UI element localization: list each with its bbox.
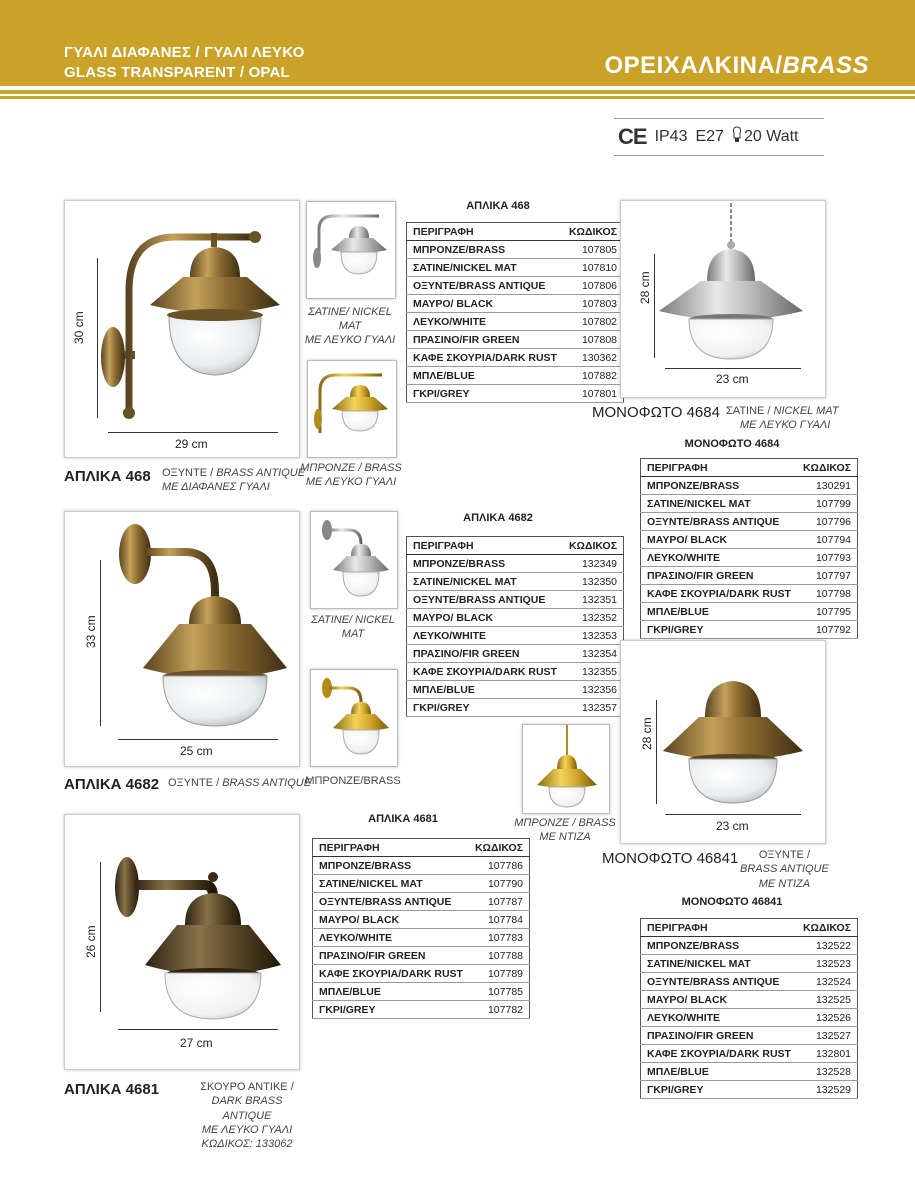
table-row: [407, 331, 624, 349]
table-row: [313, 893, 530, 911]
dim-line-468-h: [97, 258, 98, 418]
table-row: [407, 627, 624, 645]
row-description: ΓΚΡΙ/GREY: [407, 385, 563, 403]
table-title-4682: ΑΠΛΙΚΑ 4682: [463, 512, 533, 524]
spec-table-4681: [312, 838, 530, 1019]
spec-table-468: [406, 222, 624, 403]
table-header-row: [407, 223, 624, 241]
row-code: 132525: [797, 991, 858, 1009]
table-row: [407, 277, 624, 295]
product-name-4682: ΑΠΛΙΚΑ 4682: [64, 776, 160, 793]
table-row: [641, 1009, 858, 1027]
table-row: [641, 937, 858, 955]
product-caption-4682: ΟΞΥΝΤΕ / BRASS ANTIQUE: [168, 777, 312, 789]
dim-4681-width: 27 cm: [180, 1036, 213, 1050]
row-code: 107796: [797, 513, 858, 531]
row-code: 132801: [797, 1045, 858, 1063]
table-row: [407, 609, 624, 627]
row-description: ΜΠΛΕ/BLUE: [641, 603, 797, 621]
table-row: [407, 349, 624, 367]
column-header-description: ΠΕΡΙΓΡΑΦΗ: [407, 223, 563, 241]
dim-line-4681-h: [100, 862, 101, 1012]
row-description: ΠΡΑΣΙΝΟ/FIR GREEN: [407, 645, 563, 663]
row-description: ΓΚΡΙ/GREY: [407, 699, 563, 717]
row-code: 107785: [469, 983, 530, 1001]
thumb-4682-nickel-caption: ΣΑΤΙΝΕ/ NICKEL MAT: [311, 614, 395, 640]
table-row: [313, 875, 530, 893]
row-description: ΚΑΦΕ ΣΚΟΥΡΙΑ/DARK RUST: [641, 1045, 797, 1063]
row-code: 107794: [797, 531, 858, 549]
lamp-46841-brass-image: [523, 725, 609, 813]
header-stripe: [0, 96, 915, 99]
row-description: ΚΑΦΕ ΣΚΟΥΡΙΑ/DARK RUST: [313, 965, 469, 983]
header-glass-greek: ΓΥΑΛΙ ΔΙΑΦΑΝΕΣ / ΓΥΑΛΙ ΛΕΥΚΟ: [64, 44, 305, 61]
row-description: ΜΠΡΟΝΖΕ/BRASS: [641, 477, 797, 495]
row-description: ΛΕΥΚΟ/WHITE: [407, 313, 563, 331]
table-row: [641, 567, 858, 585]
bulb-icon: [732, 126, 742, 149]
row-code: 107788: [469, 947, 530, 965]
row-code: 130291: [797, 477, 858, 495]
row-description: ΟΞΥΝΤΕ/BRASS ANTIQUE: [641, 973, 797, 991]
product-name-4684: ΜΟΝΟΦΩΤΟ 4684: [592, 404, 720, 421]
product-image-468: [64, 200, 300, 458]
row-code: 130362: [563, 349, 624, 367]
table-row: [313, 1001, 530, 1019]
row-description: ΜΠΡΟΝΖΕ/BRASS: [313, 857, 469, 875]
row-description: ΟΞΥΝΤΕ/BRASS ANTIQUE: [407, 591, 563, 609]
table-row: [641, 549, 858, 567]
dim-line-4682-w: [118, 739, 278, 740]
row-description: ΚΑΦΕ ΣΚΟΥΡΙΑ/DARK RUST: [641, 585, 797, 603]
dim-4682-width: 25 cm: [180, 744, 213, 758]
row-code: 132351: [563, 591, 624, 609]
row-description: ΠΡΑΣΙΝΟ/FIR GREEN: [641, 567, 797, 585]
row-code: 107790: [469, 875, 530, 893]
row-code: 107783: [469, 929, 530, 947]
table-row: [641, 973, 858, 991]
dim-line-46841-w: [665, 814, 801, 815]
row-code: 107799: [797, 495, 858, 513]
header-glass-english: GLASS TRANSPARENT / OPAL: [64, 64, 290, 81]
column-header-code: ΚΩΔΙΚΟΣ: [797, 459, 858, 477]
column-header-description: ΠΕΡΙΓΡΑΦΗ: [313, 839, 469, 857]
row-description: ΛΕΥΚΟ/WHITE: [313, 929, 469, 947]
row-code: 132356: [563, 681, 624, 699]
row-description: ΚΑΦΕ ΣΚΟΥΡΙΑ/DARK RUST: [407, 663, 563, 681]
row-description: ΚΑΦΕ ΣΚΟΥΡΙΑ/DARK RUST: [407, 349, 563, 367]
table-row: [407, 573, 624, 591]
product-name-468: ΑΠΛΙΚΑ 468: [64, 468, 151, 485]
row-description: ΜΠΡΟΝΖΕ/BRASS: [641, 937, 797, 955]
row-code: 132528: [797, 1063, 858, 1081]
lamp-4682-nickel-image: [311, 512, 397, 608]
product-caption-4684: ΣΑΤΙΝΕ / NICKEL MAT ΜΕ ΛΕΥΚΟ ΓΥΑΛΙ: [726, 405, 839, 432]
header-stripe: [0, 90, 915, 94]
row-description: ΜΑΥΡΟ/ BLACK: [407, 609, 563, 627]
table-row: [313, 911, 530, 929]
row-code: 107801: [563, 385, 624, 403]
table-row: [407, 385, 624, 403]
table-row: [407, 367, 624, 385]
table-row: [407, 241, 624, 259]
row-code: 107782: [469, 1001, 530, 1019]
table-row: [407, 681, 624, 699]
row-description: ΜΠΛΕ/BLUE: [641, 1063, 797, 1081]
row-description: ΜΑΥΡΟ/ BLACK: [641, 531, 797, 549]
row-description: ΠΡΑΣΙΝΟ/FIR GREEN: [407, 331, 563, 349]
table-row: [641, 531, 858, 549]
thumb-468-nickel: [306, 201, 396, 299]
product-caption-468: ΟΞΥΝΤΕ / BRASS ANTIQUE ΜΕ ΔΙΑΦΑΝΕΣ ΓΥΑΛΙ: [162, 467, 306, 494]
table-row: [313, 965, 530, 983]
lamp-4682-brass-image: [311, 670, 397, 766]
table-row: [641, 477, 858, 495]
row-code: 107803: [563, 295, 624, 313]
row-description: ΣΑΤΙΝΕ/NICKEL MAT: [313, 875, 469, 893]
row-description: ΛΕΥΚΟ/WHITE: [641, 549, 797, 567]
row-code: 132357: [563, 699, 624, 717]
row-code: 107784: [469, 911, 530, 929]
table-row: [407, 645, 624, 663]
row-code: 132353: [563, 627, 624, 645]
dim-line-468-w: [108, 432, 278, 433]
table-row: [407, 663, 624, 681]
row-code: 132350: [563, 573, 624, 591]
row-description: ΛΕΥΚΟ/WHITE: [407, 627, 563, 645]
row-code: 107810: [563, 259, 624, 277]
row-description: ΣΑΤΙΝΕ/NICKEL MAT: [407, 259, 563, 277]
table-row: [641, 621, 858, 639]
row-description: ΜΠΛΕ/BLUE: [407, 681, 563, 699]
row-description: ΓΚΡΙ/GREY: [641, 621, 797, 639]
table-row: [641, 991, 858, 1009]
table-row: [641, 955, 858, 973]
thumb-4682-nickel: [310, 511, 398, 609]
row-code: 132522: [797, 937, 858, 955]
table-row: [407, 313, 624, 331]
lamp-468-image: [65, 201, 299, 457]
product-caption-4681: ΣΚΟΥΡΟ ΑΝΤΙΚΕ / DARK BRASS ANTIQUE ΜΕ ΛΕΥΚΟ ΓΥΑΛΙ ΚΩΔΙΚΟΣ: 133062: [200, 1081, 294, 1151]
thumb-46841-caption: ΜΠΡΟΝΖΕ / BRASS ΜΕ ΝΤΙΖΑ: [514, 817, 616, 843]
table-row: [313, 857, 530, 875]
row-code: 107789: [469, 965, 530, 983]
row-code: 132524: [797, 973, 858, 991]
row-code: 107802: [563, 313, 624, 331]
row-description: ΟΞΥΝΤΕ/BRASS ANTIQUE: [407, 277, 563, 295]
row-code: 132354: [563, 645, 624, 663]
spec-table-46841: [640, 918, 858, 1099]
row-description: ΟΞΥΝΤΕ/BRASS ANTIQUE: [313, 893, 469, 911]
table-row: [641, 603, 858, 621]
column-header-description: ΠΕΡΙΓΡΑΦΗ: [641, 459, 797, 477]
table-row: [641, 1063, 858, 1081]
socket-type: E27: [695, 128, 724, 145]
row-code: 107806: [563, 277, 624, 295]
row-description: ΜΑΥΡΟ/ BLACK: [641, 991, 797, 1009]
row-code: 107786: [469, 857, 530, 875]
row-code: 107805: [563, 241, 624, 259]
row-code: 107797: [797, 567, 858, 585]
table-title-4684: ΜΟΝΟΦΩΤΟ 4684: [684, 438, 780, 450]
dim-4682-height: 33 cm: [84, 615, 98, 648]
row-description: ΜΑΥΡΟ/ BLACK: [313, 911, 469, 929]
row-code: 132349: [563, 555, 624, 573]
table-row: [641, 513, 858, 531]
dim-line-4684-w: [665, 368, 801, 369]
header-title: ΟΡΕΙΧΑΛΚΙΝΑ/BRASS: [604, 52, 869, 79]
row-code: 107795: [797, 603, 858, 621]
row-code: 132529: [797, 1081, 858, 1099]
table-title-468: ΑΠΛΙΚΑ 468: [466, 200, 530, 212]
table-row: [313, 929, 530, 947]
dim-line-46841-h: [656, 700, 657, 804]
spec-table-4682: [406, 536, 624, 717]
table-row: [407, 555, 624, 573]
row-description: ΜΠΡΟΝΖΕ/BRASS: [407, 555, 563, 573]
dim-468-width: 29 cm: [175, 437, 208, 451]
row-description: ΠΡΑΣΙΝΟ/FIR GREEN: [313, 947, 469, 965]
row-code: 107798: [797, 585, 858, 603]
table-header-row: [313, 839, 530, 857]
table-row: [641, 1081, 858, 1099]
column-header-code: ΚΩΔΙΚΟΣ: [797, 919, 858, 937]
column-header-code: ΚΩΔΙΚΟΣ: [563, 537, 624, 555]
row-description: ΣΑΤΙΝΕ/NICKEL MAT: [641, 955, 797, 973]
dim-line-4681-w: [118, 1029, 278, 1030]
table-row: [407, 699, 624, 717]
dim-line-4684-h: [654, 254, 655, 358]
thumb-4682-brass: [310, 669, 398, 767]
column-header-code: ΚΩΔΙΚΟΣ: [469, 839, 530, 857]
row-description: ΟΞΥΝΤΕ/BRASS ANTIQUE: [641, 513, 797, 531]
column-header-description: ΠΕΡΙΓΡΑΦΗ: [407, 537, 563, 555]
table-title-46841: ΜΟΝΟΦΩΤΟ 46841: [681, 896, 783, 908]
thumb-468-brass: [307, 360, 397, 458]
dim-468-height: 30 cm: [72, 311, 86, 344]
ce-mark: CE: [618, 124, 647, 149]
lamp-468-brass-image: [308, 361, 396, 457]
specs-bar: [614, 118, 824, 156]
row-code: 132523: [797, 955, 858, 973]
row-description: ΓΚΡΙ/GREY: [313, 1001, 469, 1019]
table-header-row: [641, 919, 858, 937]
dim-4684-height: 28 cm: [638, 271, 652, 304]
table-header-row: [641, 459, 858, 477]
row-description: ΓΚΡΙ/GREY: [641, 1081, 797, 1099]
dim-46841-height: 28 cm: [640, 717, 654, 750]
thumb-46841-brass: [522, 724, 610, 814]
table-row: [641, 585, 858, 603]
row-code: 132526: [797, 1009, 858, 1027]
thumb-468-brass-caption: ΜΠΡΟΝΖΕ / BRASS ΜΕ ΛΕΥΚΟ ΓΥΑΛΙ: [300, 462, 402, 488]
row-code: 107882: [563, 367, 624, 385]
row-code: 107793: [797, 549, 858, 567]
table-row: [641, 1027, 858, 1045]
product-caption-46841: ΟΞΥΝΤΕ / BRASS ANTIQUE ΜΕ ΝΤΙΖΑ: [740, 849, 829, 890]
row-description: ΜΠΛΕ/BLUE: [313, 983, 469, 1001]
ip-rating: IP43: [654, 128, 688, 145]
thumb-4682-brass-caption: ΜΠΡΟΝΖΕ/BRASS: [305, 775, 401, 787]
table-row: [641, 1045, 858, 1063]
row-code: 107808: [563, 331, 624, 349]
dim-4684-width: 23 cm: [716, 372, 749, 386]
table-row: [407, 591, 624, 609]
row-description: ΣΑΤΙΝΕ/NICKEL MAT: [641, 495, 797, 513]
dim-4681-height: 26 cm: [84, 925, 98, 958]
row-description: ΜΠΡΟΝΖΕ/BRASS: [407, 241, 563, 259]
table-row: [641, 495, 858, 513]
row-description: ΛΕΥΚΟ/WHITE: [641, 1009, 797, 1027]
row-code: 107787: [469, 893, 530, 911]
row-code: 132355: [563, 663, 624, 681]
thumb-468-nickel-caption: ΣΑΤΙΝΕ/ NICKEL MAT ΜΕ ΛΕΥΚΟ ΓΥΑΛΙ: [304, 306, 396, 346]
product-name-4681: ΑΠΛΙΚΑ 4681: [64, 1081, 160, 1098]
table-title-4681: ΑΠΛΙΚΑ 4681: [368, 813, 438, 825]
row-code: 132352: [563, 609, 624, 627]
lamp-468-nickel-image: [307, 202, 395, 298]
row-description: ΣΑΤΙΝΕ/NICKEL MAT: [407, 573, 563, 591]
table-row: [407, 295, 624, 313]
dim-line-4682-h: [100, 560, 101, 726]
table-row: [313, 983, 530, 1001]
column-header-description: ΠΕΡΙΓΡΑΦΗ: [641, 919, 797, 937]
row-code: 132527: [797, 1027, 858, 1045]
row-description: ΠΡΑΣΙΝΟ/FIR GREEN: [641, 1027, 797, 1045]
dim-46841-width: 23 cm: [716, 819, 749, 833]
spec-table-4684: [640, 458, 858, 639]
product-name-46841: ΜΟΝΟΦΩΤΟ 46841: [602, 850, 739, 867]
row-description: ΜΠΛΕ/BLUE: [407, 367, 563, 385]
column-header-code: ΚΩΔΙΚΟΣ: [563, 223, 624, 241]
row-code: 107792: [797, 621, 858, 639]
table-row: [407, 259, 624, 277]
table-row: [313, 947, 530, 965]
table-header-row: [407, 537, 624, 555]
wattage: 20 Watt: [743, 128, 799, 145]
row-description: ΜΑΥΡΟ/ BLACK: [407, 295, 563, 313]
